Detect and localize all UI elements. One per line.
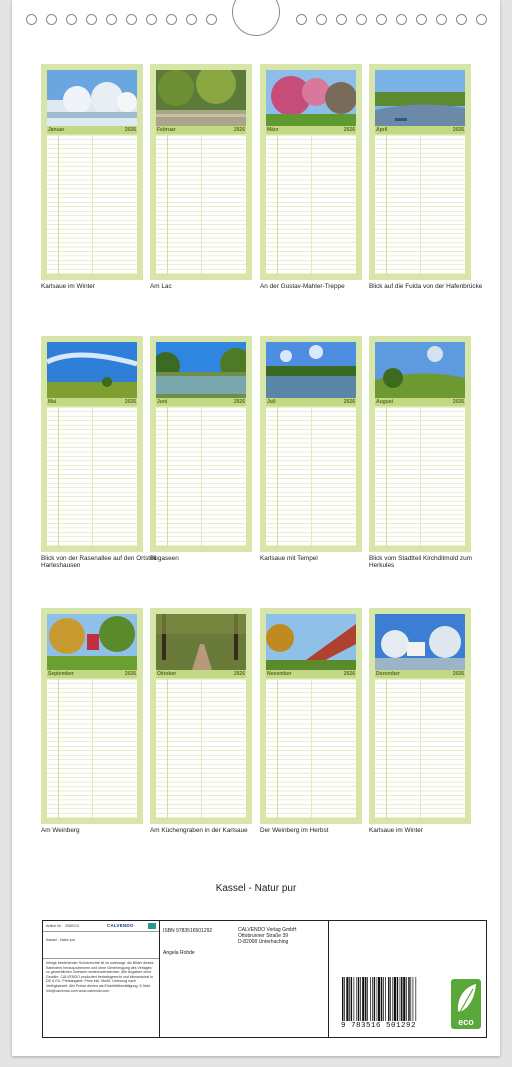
binding-hole (316, 14, 327, 25)
binding-hole (86, 14, 97, 25)
footer-left-column (43, 921, 160, 1037)
month-card (41, 64, 143, 280)
month-caption: Blick vom Stadtteil Kirchditmold zum Herkules (369, 555, 472, 570)
month-panel (41, 608, 143, 834)
binding-hole (376, 14, 387, 25)
binding-hole (146, 14, 157, 25)
month-caption: Bugaseen (150, 555, 179, 562)
month-header (156, 398, 246, 406)
binding-hole (336, 14, 347, 25)
month-name: Mai (48, 399, 57, 405)
calendar-page (12, 0, 500, 1056)
day-grid (156, 407, 246, 546)
day-grid (156, 135, 246, 274)
binding-hole (186, 14, 197, 25)
binding-hole (396, 14, 407, 25)
month-card (260, 64, 362, 280)
month-header (266, 126, 356, 134)
month-photo (47, 70, 137, 126)
binding-hole (26, 14, 37, 25)
month-photo (266, 614, 356, 670)
author: Angela Rohde (163, 950, 195, 956)
month-year: 2026 (452, 127, 464, 133)
month-photo (47, 342, 137, 398)
month-name: April (376, 127, 388, 133)
binding-hole (106, 14, 117, 25)
binding-hole (436, 14, 447, 25)
footer-middle-column (160, 921, 329, 1037)
month-panel (150, 336, 252, 562)
month-header (375, 398, 465, 406)
day-grid (266, 407, 356, 546)
month-caption: Am Weinberg (41, 827, 80, 834)
month-caption: Am Lac (150, 283, 172, 290)
day-grid (47, 135, 137, 274)
month-year: 2026 (124, 127, 136, 133)
month-card (369, 64, 471, 280)
month-panel (260, 336, 362, 562)
isbn: ISBN 9783516501292 (163, 928, 213, 934)
month-panel (260, 608, 362, 834)
month-caption: Karlsaue mit Tempel (260, 555, 318, 562)
product-title: Kassel - Natur pur (46, 938, 75, 942)
month-name: August (376, 399, 394, 405)
month-header (266, 398, 356, 406)
month-panel (369, 608, 471, 834)
month-name: Dezember (376, 671, 400, 677)
month-year: 2026 (124, 671, 136, 677)
eco-label: eco (451, 979, 481, 1029)
logo-mark-icon (148, 923, 156, 929)
ean-number: 9 783516 501292 (341, 1022, 417, 1030)
month-photo (375, 70, 465, 126)
barcode (341, 977, 441, 1021)
month-header (47, 398, 137, 406)
month-name: Oktober (157, 671, 177, 677)
month-panel (41, 336, 157, 570)
month-panel (369, 336, 472, 570)
article-number: 2080213 (65, 924, 79, 928)
month-year: 2026 (124, 399, 136, 405)
month-panel (150, 608, 252, 834)
month-caption: Karlsaue im Winter (369, 827, 423, 834)
month-name: März (267, 127, 279, 133)
month-photo (266, 70, 356, 126)
day-grid (47, 407, 137, 546)
month-card (150, 336, 252, 552)
publisher-address: CALVENDO Verlag GmbH Ottobrunner Straße 39 D-82008 Unterhaching (238, 927, 297, 946)
month-panel (260, 64, 362, 290)
hanger-cutout (232, 0, 280, 36)
month-caption: Blick von der Rasenallee auf den Ortsteil Harleshausen (41, 555, 157, 570)
month-year: 2026 (343, 127, 355, 133)
binding-hole (456, 14, 467, 25)
month-name: November (267, 671, 292, 677)
month-name: Juli (267, 399, 276, 405)
month-header (375, 126, 465, 134)
footer-right-column (329, 921, 486, 1037)
binding-hole (476, 14, 487, 25)
binding-hole (356, 14, 367, 25)
month-panel (150, 64, 252, 290)
article-label: Artikel Nr. (46, 924, 62, 928)
binding-hole (206, 14, 217, 25)
month-year: 2026 (452, 399, 464, 405)
month-year: 2026 (233, 671, 245, 677)
month-caption: Karlsaue im Winter (41, 283, 95, 290)
binding-hole (296, 14, 307, 25)
day-grid (266, 679, 356, 818)
binding-hole (66, 14, 77, 25)
month-year: 2026 (233, 127, 245, 133)
month-header (47, 670, 137, 678)
product-info-box (42, 920, 487, 1038)
month-year: 2026 (233, 399, 245, 405)
month-caption: Am Küchengraben in der Karlsaue (150, 827, 248, 834)
month-photo (156, 342, 246, 398)
day-grid (375, 407, 465, 546)
binding-hole (416, 14, 427, 25)
month-photo (375, 614, 465, 670)
month-caption: Blick auf die Fulda von der Hafenbrücke (369, 283, 483, 290)
day-grid (375, 679, 465, 818)
binding-hole (126, 14, 137, 25)
calendar-title: Kassel - Natur pur (215, 883, 297, 894)
month-card (369, 336, 471, 552)
month-card (260, 336, 362, 552)
month-card (150, 64, 252, 280)
month-header (156, 670, 246, 678)
day-grid (47, 679, 137, 818)
month-panel (41, 64, 143, 290)
month-photo (156, 70, 246, 126)
month-name: Januar (48, 127, 65, 133)
month-card (41, 608, 143, 824)
month-header (375, 670, 465, 678)
month-card (150, 608, 252, 824)
month-year: 2026 (452, 671, 464, 677)
month-name: Februar (157, 127, 176, 133)
calvendo-logo: CALVENDO (107, 923, 134, 928)
day-grid (375, 135, 465, 274)
month-header (266, 670, 356, 678)
month-panel (369, 64, 483, 290)
month-photo (266, 342, 356, 398)
month-card (260, 608, 362, 824)
month-photo (375, 342, 465, 398)
month-year: 2026 (343, 399, 355, 405)
month-name: Juni (157, 399, 168, 405)
month-photo (47, 614, 137, 670)
month-photo (156, 614, 246, 670)
binding-hole (166, 14, 177, 25)
legal-text: Infolge bestehender Schutzrechte ist es untersagt, die Bilder dieses Kalenders herauszutrennen und ohne Genehmigung des Verlages zu gewerblichen Zwecken weiterzuverwenden. Alle Angaben ohne Gewähr. CALVENDO produziert bedarfsgerecht und klimaneutral in DE & EU. Preisangabe: Preis inkl. MwSt. Lieferung nach Verfügbarkeit. Alle Preise dienen als Einzelfallbestätigung. E-Mail: info@calvendo.com www.calvendo.com (46, 961, 154, 993)
month-card (369, 608, 471, 824)
month-card (41, 336, 143, 552)
month-year: 2026 (343, 671, 355, 677)
day-grid (156, 679, 246, 818)
month-caption: An der Gustav-Mahler-Treppe (260, 283, 345, 290)
binding-hole (46, 14, 57, 25)
month-caption: Der Weinberg im Herbst (260, 827, 329, 834)
month-header (47, 126, 137, 134)
day-grid (266, 135, 356, 274)
month-name: September (48, 671, 74, 677)
month-header (156, 126, 246, 134)
